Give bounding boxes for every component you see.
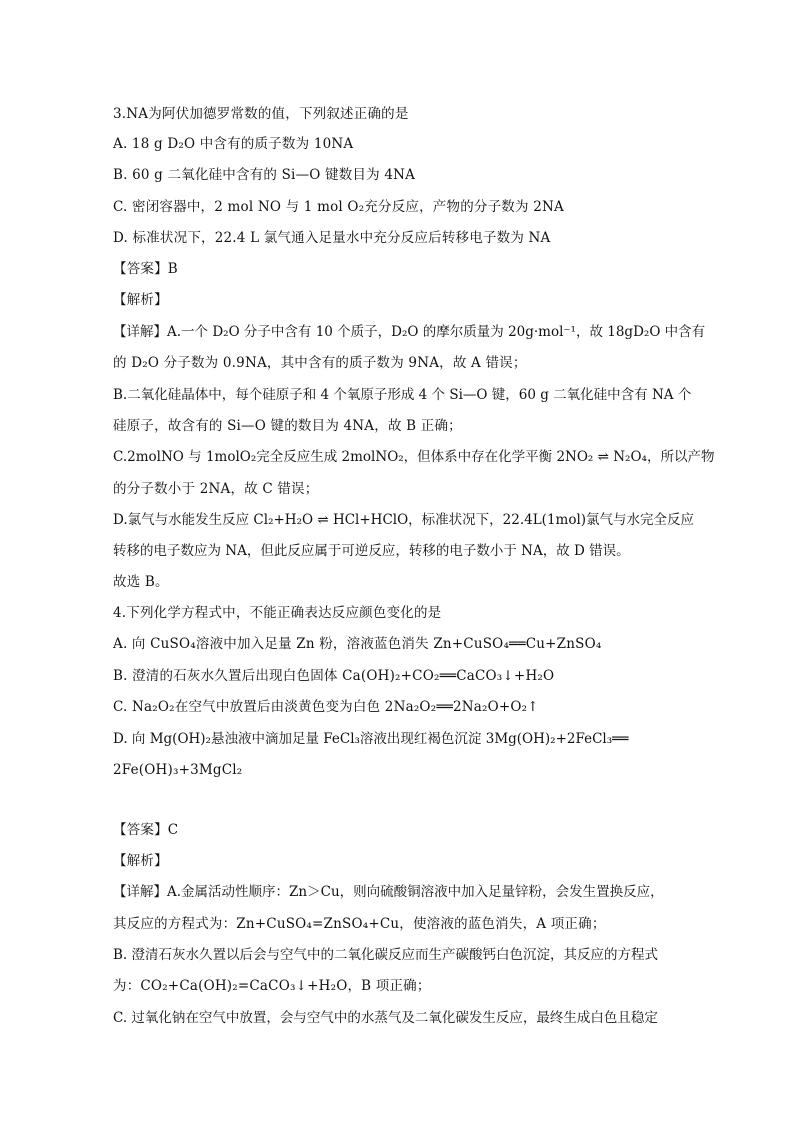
q4-detail-line: C. 过氧化钠在空气中放置，会与空气中的水蒸气及二氧化碳发生反应，最终生成白色且稳定 <box>113 1010 658 1026</box>
q3-option-a: A. 18 g D₂O 中含有的质子数为 10NA <box>113 136 354 152</box>
q3-answer: 【答案】B <box>113 261 178 277</box>
q3-detail-line: 转移的电子数应为 NA，但此反应属于可逆反应，转移的电子数小于 NA，故 D 错误。 <box>113 543 630 559</box>
q3-detail-line: 故选 B。 <box>113 574 169 590</box>
q4-analysis-title: 【解析】 <box>113 853 168 869</box>
q4-option-d-continued: 2Fe(OH)₃+3MgCl₂ <box>113 762 243 778</box>
q3-detail-line: 的 D₂O 分子数为 0.9NA，其中含有的质子数为 9NA，故 A 错误； <box>113 355 527 371</box>
q3-analysis-title: 【解析】 <box>113 292 168 308</box>
q3-option-b: B. 60 g 二氧化硅中含有的 Si—O 键数目为 4NA <box>113 167 416 183</box>
q4-option-b: B. 澄清的石灰水久置后出现白色固体 Ca(OH)₂+CO₂══CaCO₃↓+H₂O <box>113 668 555 684</box>
q4-detail-line: 其反应的方程式为：Zn+CuSO₄=ZnSO₄+Cu，使溶液的蓝色消失，A 项正确； <box>113 916 606 932</box>
q4-option-d: D. 向 Mg(OH)₂悬浊液中滴加足量 FeCl₃溶液出现红褐色沉淀 3Mg(OH)₂+2FeCl₃══ <box>113 731 629 747</box>
q4-detail-line: B. 澄清石灰水久置以后会与空气中的二氧化碳反应而生产碳酸钙白色沉淀，其反应的方程式 <box>113 947 659 963</box>
q3-detail-line: 硅原子，故含有的 Si—O 键的数目为 4NA，故 B 正确； <box>113 418 462 434</box>
q3-detail-line: C.2molNO 与 1molO₂完全反应生成 2molNO₂，但体系中存在化学平衡 2NO₂ ⇌ N₂O₄，所以产物 <box>113 449 715 465</box>
q4-detail-line: 为：CO₂+Ca(OH)₂=CaCO₃↓+H₂O，B 项正确； <box>113 978 431 994</box>
q4-option-a: A. 向 CuSO₄溶液中加入足量 Zn 粉，溶液蓝色消失 Zn+CuSO₄══Cu+ZnSO₄ <box>113 636 602 652</box>
q3-option-d: D. 标准状况下，22.4 L 氯气通入足量水中充分反应后转移电子数为 NA <box>113 230 551 246</box>
q4-answer: 【答案】C <box>113 822 179 838</box>
q3-option-c: C. 密闭容器中，2 mol NO 与 1 mol O₂充分反应，产物的分子数为 2NA <box>113 199 564 215</box>
q3-stem: 3.NA为阿伏加德罗常数的值，下列叙述正确的是 <box>113 106 409 122</box>
q3-detail-line: 【详解】A.一个 D₂O 分子中含有 10 个质子，D₂O 的摩尔质量为 20g·mol⁻¹，故 18gD₂O 中含有 <box>113 324 706 340</box>
q4-detail-line: 【详解】A.金属活动性顺序：Zn＞Cu，则向硫酸铜溶液中加入足量锌粉，会发生置换反应， <box>113 884 664 900</box>
q3-detail-line: B.二氧化硅晶体中，每个硅原子和 4 个氧原子形成 4 个 Si—O 键，60 g 二氧化硅中含有 NA 个 <box>113 387 692 403</box>
q3-detail-line: D.氯气与水能发生反应 Cl₂+H₂O ⇌ HCl+HClO，标准状况下，22.4L(1mol)氯气与水完全反应 <box>113 512 695 528</box>
q3-detail-line: 的分子数小于 2NA，故 C 错误； <box>113 481 319 497</box>
q4-stem: 4.下列化学方程式中，不能正确表达反应颜色变化的是 <box>113 605 442 621</box>
q4-option-c: C. Na₂O₂在空气中放置后由淡黄色变为白色 2Na₂O₂══2Na₂O+O₂↑ <box>113 699 539 715</box>
